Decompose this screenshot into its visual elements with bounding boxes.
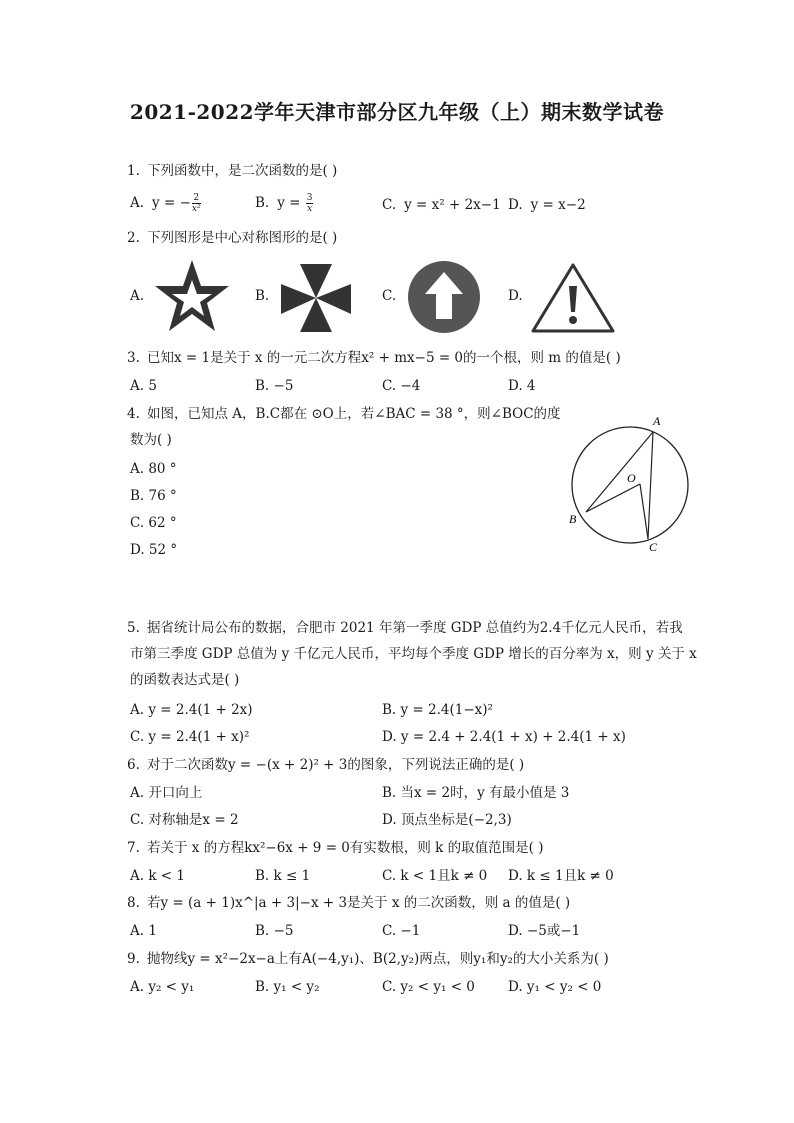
q1-option-b[interactable] — [255, 193, 313, 214]
question-text: 已知x = 1是关于 x 的一元二次方程x² + mx−5 = 0的一个根，则 m 的值是( ) — [147, 350, 621, 366]
q2-option-c-label[interactable]: C. — [382, 288, 397, 304]
question-number: 7. — [127, 840, 140, 856]
q7-option-b[interactable]: B. k ≤ 1 — [255, 868, 311, 884]
question-number: 3. — [127, 350, 140, 366]
q8-option-a[interactable]: A. 1 — [130, 923, 157, 939]
circle-figure — [560, 405, 700, 555]
question-5-line2: 市第三季度 GDP 总值为 y 千亿元人民币，平均每个季度 GDP 增长的百分率为 x，则 y 关于 x — [130, 646, 697, 662]
question-text: 若关于 x 的方程kx²−6x + 9 = 0有实数根，则 k 的取值范围是( ) — [147, 840, 544, 856]
question-text: 抛物线y = x²−2x−a上有A(−4,y₁)、B(2,y₂)两点，则y₁和y₂的大小关系为( ) — [147, 951, 609, 967]
question-5-line3: 的函数表达式是( ) — [130, 672, 240, 688]
circle-o — [572, 427, 688, 543]
fraction — [306, 193, 314, 214]
question-text: 据省统计局公布的数据，合肥市 2021 年第一季度 GDP 总值约为2.4千亿元人民币，若我 — [147, 620, 683, 636]
q9-option-a[interactable]: A. y₂ < y₁ — [130, 979, 195, 995]
pinwheel-figure — [278, 262, 354, 334]
denominator: x — [307, 204, 313, 214]
q2-option-a-label[interactable]: A. — [130, 288, 145, 304]
question-text: 如图，已知点 A，B.C都在 ⊙O上，若∠BAC = 38 °，则∠BOC的度 — [147, 406, 561, 422]
warning-sign-figure — [530, 262, 616, 334]
option-label: B. — [255, 195, 270, 211]
option-text: y = x² + 2x−1 — [404, 197, 501, 213]
question-number: 8. — [127, 895, 140, 911]
q6-option-c[interactable]: C. 对称轴是x = 2 — [130, 812, 239, 828]
q1-option-c[interactable] — [382, 196, 501, 214]
option-text: y = x−2 — [530, 197, 586, 213]
fraction — [192, 193, 201, 214]
q2-option-b-label[interactable]: B. — [255, 288, 270, 304]
q4-option-b[interactable]: B. 76 ° — [130, 488, 177, 504]
q6-option-a[interactable]: A. 开口向上 — [130, 785, 203, 801]
option-label: A. — [130, 195, 145, 211]
question-8 — [127, 894, 570, 912]
question-9 — [127, 950, 609, 968]
question-4 — [127, 405, 561, 423]
question-number: 1. — [127, 163, 140, 179]
label-b: B — [569, 512, 577, 526]
question-number: 5. — [127, 620, 140, 636]
label-o: O — [627, 471, 636, 485]
q3-option-d[interactable]: D. 4 — [508, 378, 536, 394]
question-text: 下列函数中，是二次函数的是( ) — [147, 163, 338, 179]
question-4-cont: 数为( ) — [130, 432, 172, 448]
q4-option-d[interactable]: D. 52 ° — [130, 542, 178, 558]
q1-option-a[interactable] — [130, 193, 201, 214]
radius-ob — [586, 484, 640, 512]
numerator: 3 — [306, 193, 313, 203]
q3-option-a[interactable]: A. 5 — [130, 378, 157, 394]
q4-option-c[interactable]: C. 62 ° — [130, 515, 177, 531]
q8-option-d[interactable]: D. −5或−1 — [508, 923, 581, 939]
q9-option-c[interactable]: C. y₂ < y₁ < 0 — [382, 979, 475, 995]
numerator: 2 — [193, 193, 200, 203]
q6-option-b[interactable]: B. 当x = 2时，y 有最小值是 3 — [382, 785, 570, 801]
star-outline-figure — [152, 258, 232, 334]
question-number: 2. — [127, 230, 140, 246]
q5-option-c[interactable]: C. y = 2.4(1 + x)² — [130, 729, 250, 745]
q8-option-c[interactable]: C. −1 — [382, 923, 421, 939]
q7-option-a[interactable]: A. k < 1 — [130, 868, 185, 884]
option-text: y = — [277, 195, 305, 211]
chord-ab — [586, 432, 653, 512]
q8-option-b[interactable]: B. −5 — [255, 923, 294, 939]
q3-option-c[interactable]: C. −4 — [382, 378, 421, 394]
question-number: 9. — [127, 951, 140, 967]
q2-option-d-label[interactable]: D. — [508, 288, 523, 304]
option-text: y = − — [152, 195, 191, 211]
question-1 — [127, 162, 337, 180]
chord-ac — [648, 432, 653, 539]
page-title: 2021-2022学年天津市部分区九年级（上）期末数学试卷 — [129, 100, 665, 124]
question-text: 对于二次函数y = −(x + 2)² + 3的图象，下列说法正确的是( ) — [147, 757, 525, 773]
label-a: A — [653, 414, 661, 428]
q3-option-b[interactable]: B. −5 — [255, 378, 294, 394]
question-number: 6. — [127, 757, 140, 773]
option-label: D. — [508, 197, 523, 213]
label-c: C — [649, 540, 658, 554]
q7-option-d[interactable]: D. k ≤ 1且k ≠ 0 — [508, 868, 614, 884]
question-5 — [127, 619, 683, 637]
q9-option-d[interactable]: D. y₁ < y₂ < 0 — [508, 979, 602, 995]
question-number: 4. — [127, 406, 140, 422]
question-7 — [127, 839, 543, 857]
q4-option-a[interactable]: A. 80 ° — [130, 461, 177, 477]
q5-option-d[interactable]: D. y = 2.4 + 2.4(1 + x) + 2.4(1 + x) — [382, 729, 626, 745]
q5-option-b[interactable]: B. y = 2.4(1−x)² — [382, 702, 493, 718]
q7-option-c[interactable]: C. k < 1且k ≠ 0 — [382, 868, 488, 884]
denominator: x² — [191, 204, 201, 214]
question-3 — [127, 349, 621, 367]
q1-option-d[interactable] — [508, 196, 586, 214]
radius-oc — [640, 484, 648, 539]
up-arrow-sign-figure — [406, 259, 482, 335]
question-text: 若y = (a + 1)x^|a + 3|−x + 3是关于 x 的二次函数，则 a 的值是( ) — [147, 895, 571, 911]
q9-option-b[interactable]: B. y₁ < y₂ — [255, 979, 320, 995]
question-2 — [127, 229, 337, 247]
option-label: C. — [382, 197, 397, 213]
question-6 — [127, 756, 524, 774]
question-text: 下列图形是中心对称图形的是( ) — [147, 230, 338, 246]
q5-option-a[interactable]: A. y = 2.4(1 + 2x) — [130, 702, 253, 718]
q6-option-d[interactable]: D. 顶点坐标是(−2,3) — [382, 812, 512, 828]
